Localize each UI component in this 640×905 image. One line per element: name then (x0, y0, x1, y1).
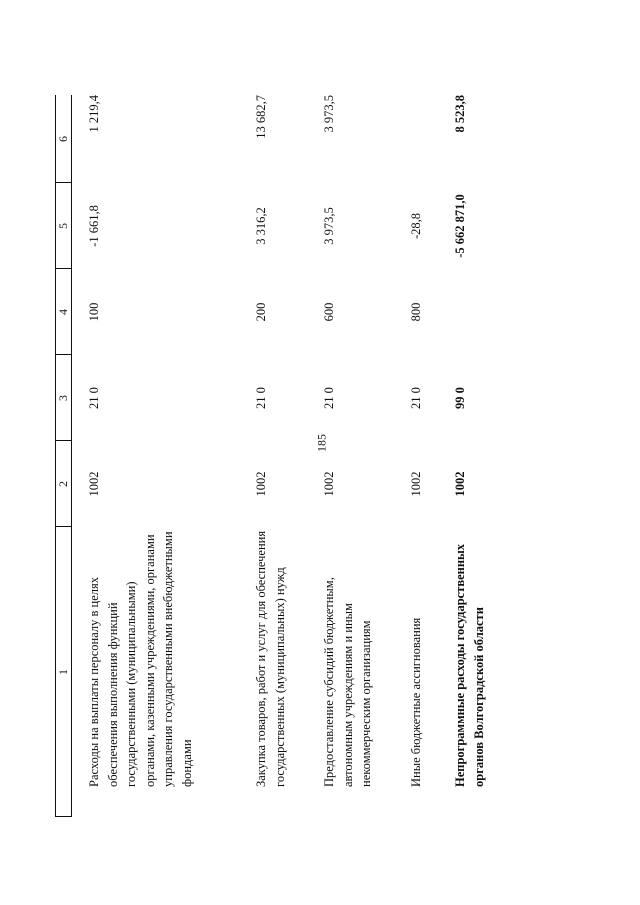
column-header-4: 4 (56, 309, 70, 315)
column-header-6: 6 (56, 136, 70, 142)
row-name: Закупка товаров, работ и услуг для обеспечения государственных (муниципальных) нужд (254, 530, 287, 787)
row-total: 13 682,7 (254, 95, 268, 139)
column-header-1: 1 (56, 669, 70, 675)
row-expense-type: 800 (409, 302, 423, 322)
column-header-5: 5 (56, 223, 70, 229)
row-name: Иные бюджетные ассигнования (409, 617, 423, 787)
row-total: 3 973,5 (322, 95, 336, 133)
row-section: 1002 (254, 471, 268, 497)
page-number: 185 (314, 434, 329, 452)
row-section: 1002 (453, 471, 467, 497)
row-amount: -1 661,8 (87, 205, 101, 247)
row-expense-type: 200 (254, 302, 268, 322)
row-target: 21 0 (254, 387, 268, 409)
row-name: Расходы на выплаты персоналу в целях обеспечения выполнения функций государственными (муниципальными) органами, казенными учреждениями, органами управления государственными внебюджетными фондами (87, 531, 194, 787)
row-amount: 3 316,2 (254, 207, 268, 245)
row-target: 21 0 (322, 387, 336, 409)
row-name: Предоставление субсидий бюджетным, автономным учреждениям и иным некоммерческим организациям (322, 577, 373, 787)
row-total: 1 219,4 (87, 95, 101, 133)
row-amount: -5 662 871,0 (453, 194, 467, 258)
header-bottom-rule (71, 95, 72, 817)
row-section: 1002 (409, 471, 423, 497)
budget-table-rotated (55, 95, 575, 817)
row-expense-type: 100 (87, 302, 101, 322)
row-amount: 3 973,5 (322, 207, 336, 245)
row-expense-type: 600 (322, 302, 336, 322)
row-target: 21 0 (409, 387, 423, 409)
row-section: 1002 (87, 471, 101, 497)
column-header-2: 2 (56, 481, 70, 487)
row-amount: -28,8 (409, 212, 423, 240)
row-total: 8 523,8 (453, 95, 467, 133)
row-section: 1002 (322, 471, 336, 497)
budget-table (55, 95, 575, 817)
row-target: 21 0 (87, 387, 101, 409)
row-name: Непрограммные расходы государственных органов Волгоградской области (453, 543, 486, 787)
row-target: 99 0 (453, 387, 467, 409)
column-header-3: 3 (56, 395, 70, 401)
